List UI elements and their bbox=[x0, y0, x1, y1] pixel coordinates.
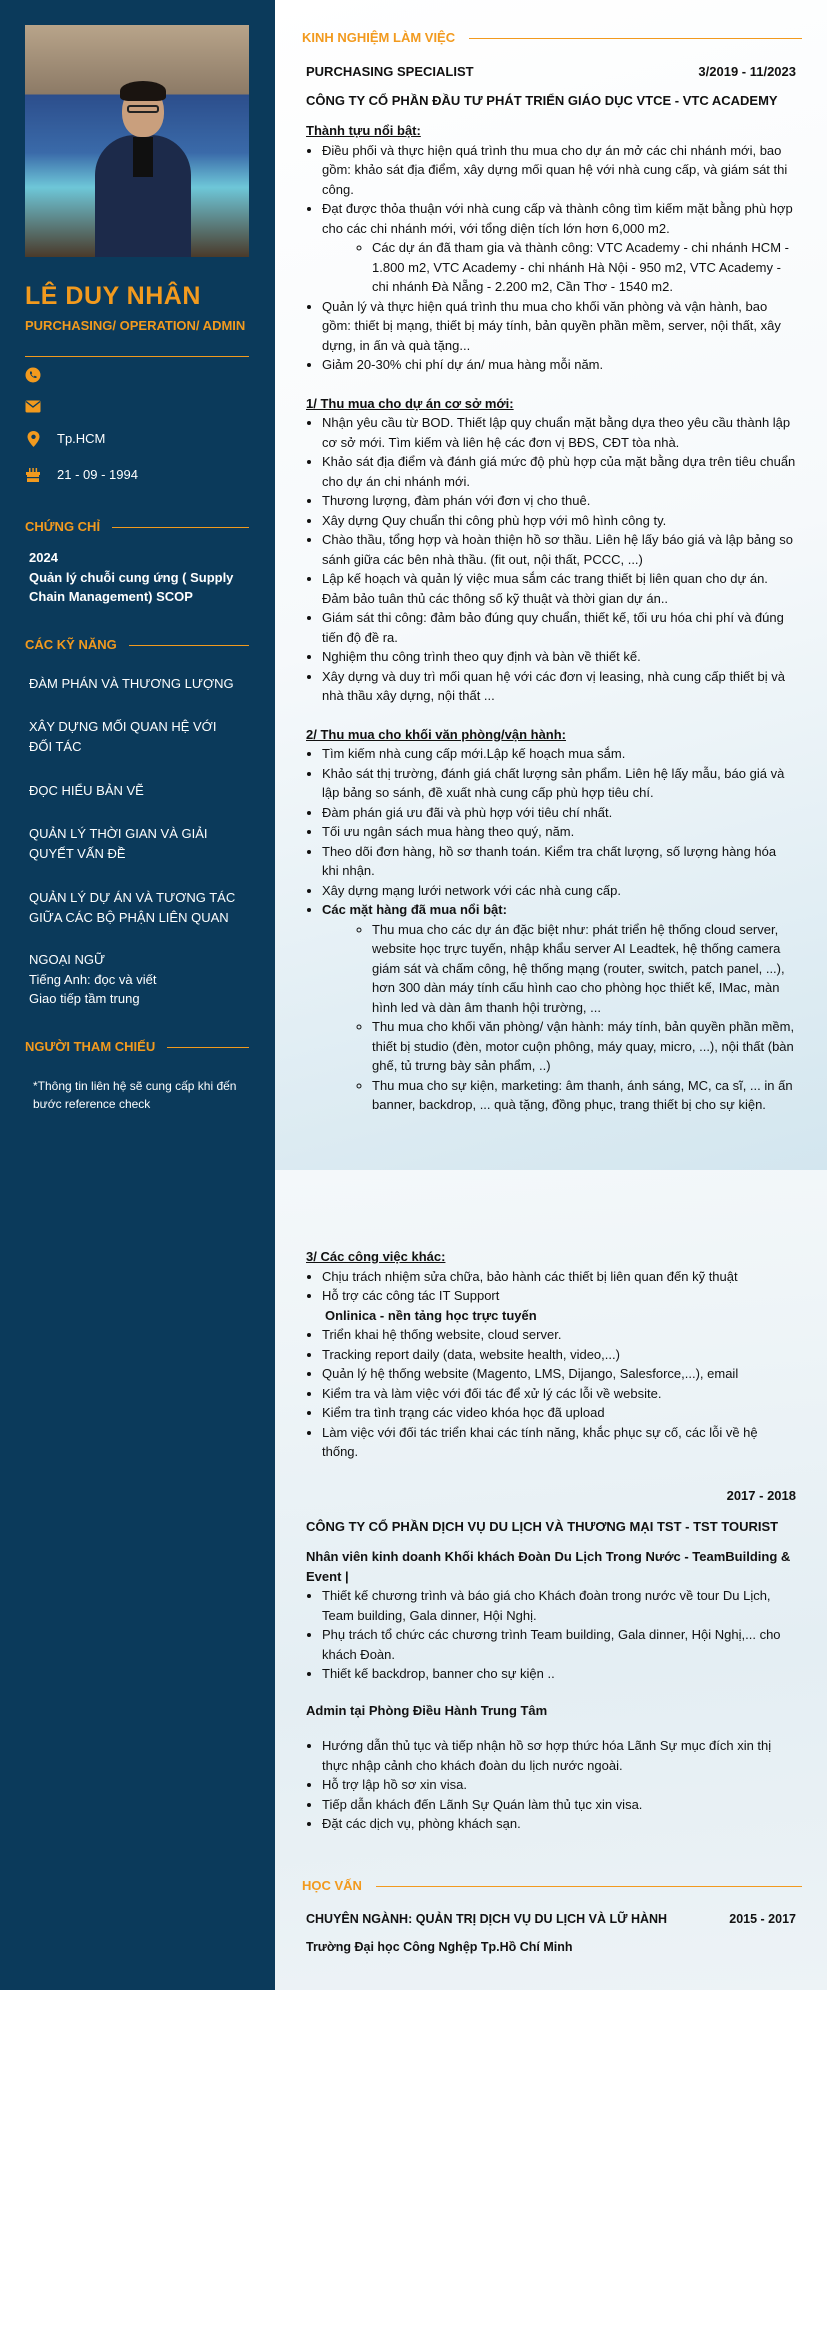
list-item: • Hỗ trợ lập hồ sơ xin visa. bbox=[322, 1775, 796, 1795]
job-title-row bbox=[306, 62, 796, 82]
list-item: ◦ Thu mua cho sự kiện, marketing: âm thanh, ánh sáng, MC, ca sĩ, ... in ấn banner, backdrop, ... quà tặng, đồng phục, trang thiết bị cho sự kiện. bbox=[372, 1076, 796, 1115]
list-item: • Nghiệm thu công trình theo quy định và bàn về thiết kế. bbox=[322, 647, 796, 667]
list-item: • Lập kế hoạch và quản lý việc mua sắm các trang thiết bị liên quan cho dự án. Đảm bảo tuân thủ các thông số kỹ thuật và thời gian dự án.. bbox=[322, 569, 796, 608]
contact-phone bbox=[25, 364, 57, 386]
job-period: 2017 - 2018 bbox=[726, 1488, 796, 1503]
job-2 bbox=[306, 1486, 796, 1834]
contact-birthday bbox=[25, 464, 138, 486]
job-period: 3/2019 - 11/2023 bbox=[698, 64, 796, 79]
certificate-name: Quản lý chuỗi cung ứng ( Supply Chain Management) SCOP bbox=[29, 569, 234, 604]
education-title-row bbox=[306, 1910, 796, 1929]
list-item: • Tìm kiếm nhà cung cấp mới.Lập kế hoạch mua sắm. bbox=[322, 744, 796, 764]
list-item: • Thương lượng, đàm phán với đơn vị cho thuê. bbox=[322, 491, 796, 511]
certificate-entry bbox=[29, 548, 249, 607]
language-level: Giao tiếp tầm trung bbox=[29, 991, 140, 1006]
highlights-heading: Thành tựu nổi bật: bbox=[306, 123, 421, 138]
new-branch-list bbox=[306, 413, 796, 706]
list-item: • Thiết kế chương trình và báo giá cho Khách đoàn trong nước về tour Du Lịch, Team building, Gala dinner, Hội Nghị. bbox=[322, 1586, 796, 1625]
references-note: *Thông tin liên hệ sẽ cung cấp khi đến bước reference check bbox=[33, 1079, 237, 1111]
list-item: • Chịu trách nhiệm sửa chữa, bảo hành các thiết bị liên quan đến kỹ thuật bbox=[322, 1267, 796, 1287]
section-heading: 3/ Các công việc khác: bbox=[306, 1249, 446, 1264]
office-purchasing-list bbox=[306, 744, 796, 1115]
education-major: CHUYÊN NGÀNH: QUẢN TRỊ DỊCH VỤ DU LỊCH VÀ LỮ HÀNH bbox=[306, 1912, 668, 1926]
list-item: • Giảm 20-30% chi phí dự án/ mua hàng mỗi năm. bbox=[322, 355, 796, 375]
main-content bbox=[275, 0, 827, 1990]
list-item: • Đàm phán giá ưu đãi và phù hợp với tiêu chí nhất. bbox=[322, 803, 796, 823]
highlights-list bbox=[306, 141, 796, 375]
list-item: • Hỗ trợ các công tác IT Support bbox=[322, 1286, 796, 1306]
list-item: • Khảo sát thị trường, đánh giá chất lượng sản phẩm. Liên hệ lấy mẫu, báo giá và lập bảng so sánh, đề xuất nhà cung cấp phù hợp tiêu chí. bbox=[322, 764, 796, 803]
role-2-list bbox=[306, 1736, 796, 1834]
list-item: ◦ Các dự án đã tham gia và thành công: VTC Academy - chi nhánh HCM - 1.800 m2, VTC Academy - chi nhánh Hà Nội - 950 m2, VTC Academy - chi nhánh Đà Nẵng - 2.200 m2, Cần Thơ - 1540 m2. bbox=[372, 238, 796, 297]
onlinica-heading: Onlinica - nền tảng học trực tuyến bbox=[325, 1307, 537, 1323]
list-item: • Kiểm tra và làm việc với đối tác để xử lý các lỗi về website. bbox=[322, 1384, 796, 1404]
language-heading: NGOẠI NGỮ bbox=[29, 952, 106, 967]
list-item: • Làm việc với đối tác triển khai các tính năng, khắc phục sự cố, các lỗi về hệ thống. bbox=[322, 1423, 796, 1462]
list-item: • Xây dựng Quy chuẩn thi công phù hợp với mô hình công ty. bbox=[322, 511, 796, 531]
role-1-list bbox=[306, 1586, 796, 1684]
contact-email bbox=[25, 395, 57, 417]
skill-item: XÂY DỰNG MỐI QUAN HỆ VỚI ĐỐI TÁC bbox=[29, 719, 217, 754]
job-title-row bbox=[306, 1486, 796, 1506]
references-heading: NGƯỜI THAM CHIẾU bbox=[25, 1037, 249, 1057]
profile-photo bbox=[25, 25, 249, 257]
list-item: • Điều phối và thực hiện quá trình thu mua cho dự án mở các chi nhánh mới, bao gồm: khảo sát địa điểm, xây dựng mối quan hệ với nhà cung cấp, và giám sát thi công. bbox=[322, 141, 796, 200]
list-item: ◦ Thu mua cho các dự án đặc biệt như: phát triển hệ thống cloud server, website học trực tuyến, nhập khẩu server AI Leadtek, hệ thống camera giám sát và chấm công, hệ thống mạng (router, switch, patch panel, ...), hơn 300 dàn máy tính cấu hình cao cho phòng học thiết kế, IMac, màn hình led và dàn âm thanh hội trường, ... bbox=[372, 920, 796, 1018]
education-school: Trường Đại học Công Nghệp Tp.Hồ Chí Minh bbox=[306, 1939, 573, 1954]
skills-heading: CÁC KỸ NĂNG bbox=[25, 635, 249, 655]
list-item: • Tiếp dẫn khách đến Lãnh Sự Quán làm thủ tục xin visa. bbox=[322, 1795, 796, 1815]
cake-icon bbox=[25, 467, 41, 483]
onlinica-list bbox=[306, 1325, 796, 1462]
list-item: • Xây dựng và duy trì mối quan hệ với các đơn vị leasing, nhà cung cấp thiết bị và nhà thầu xây dựng, nội thất ... bbox=[322, 667, 796, 706]
other-tasks-list bbox=[306, 1267, 796, 1306]
language-block bbox=[29, 950, 249, 1009]
section-heading: 2/ Thu mua cho khối văn phòng/vận hành: bbox=[306, 726, 567, 742]
birthdate-text: 21 - 09 - 1994 bbox=[57, 467, 138, 483]
list-item: • Hướng dẫn thủ tục và tiếp nhận hồ sơ hợp thức hóa Lãnh Sự mục đích xin thị thực nhập cảnh cho khách đoàn du lịch nước ngoài. bbox=[322, 1736, 796, 1775]
role-title: Admin tại Phòng Điều Hành Trung Tâm bbox=[306, 1702, 548, 1718]
job-title: PURCHASING SPECIALIST bbox=[306, 64, 474, 79]
list-item: • Giám sát thi công: đảm bảo đúng quy chuẩn, thiết kế, tối ưu hóa chi phí và đúng tiến độ đề ra. bbox=[322, 608, 796, 647]
list-item: • Tracking report daily (data, website health, video,...) bbox=[322, 1345, 796, 1365]
company-name: CÔNG TY CỔ PHẦN ĐẦU TƯ PHÁT TRIỂN GIÁO DỤC VTCE - VTC ACADEMY bbox=[306, 92, 778, 108]
skill-item: QUẢN LÝ DỰ ÁN VÀ TƯƠNG TÁC GIỮA CÁC BỘ PHẬN LIÊN QUAN bbox=[29, 890, 236, 925]
role-title: Nhân viên kinh doanh Khối khách Đoàn Du Lịch Trong Nước - TeamBuilding & Event | bbox=[306, 1549, 791, 1584]
list-item: • Khảo sát địa điểm và đánh giá mức độ phù hợp của mặt bằng dựa trên tiêu chuẩn cho dự án chi nhánh mới. bbox=[322, 452, 796, 491]
language-detail: Tiếng Anh: đọc và viết bbox=[29, 971, 157, 987]
job-1-continued bbox=[306, 1247, 796, 1462]
list-item: • Đạt được thỏa thuận với nhà cung cấp và thành công tìm kiếm mặt bằng phù hợp cho các chi nhánh mới, với tổng diện tích lớn hơn 6,000 m2. ◦ Các dự án đã tham gia và thành công: VTC Academy - chi nhánh HCM - 1.800 m2, VTC Academy - chi nhánh Hà Nội - 950 m2, VTC Academy - chi nhánh Đà Nẵng - 2.200 m2, Cần Thơ - 1540 m2. bbox=[322, 199, 796, 297]
job-1 bbox=[306, 62, 796, 1115]
list-item: • Phụ trách tổ chức các chương trình Team building, Gala dinner, Hội Nghị,... cho khách Đoàn. bbox=[322, 1625, 796, 1664]
company-name: CÔNG TY CỔ PHẦN DỊCH VỤ DU LỊCH VÀ THƯƠNG MẠI TST - TST TOURIST bbox=[306, 1518, 779, 1534]
list-item: • Các mặt hàng đã mua nổi bật: ◦ Thu mua cho các dự án đặc biệt như: phát triển hệ thống cloud server, website học trực tuyến, nhập khẩu server AI Leadtek, hệ thống camera giám sát và chấm công, hệ thống mạng (router, switch, patch panel, ...), hơn 300 dàn máy tính cấu hình cao cho phòng học thiết kế, IMac, màn hình led và dàn âm thanh hội trường, ... ◦ Thu mua cho khối văn phòng/ vận hành: máy tính, bản quyền phần mềm, thiết bị studio (đèn, motor cuộn phông, máy quay, micro, ...), nội thất (bàn ghế, tủ trưng bày sản phẩm, ..) ◦ Thu mua cho sự kiện, marketing: âm thanh, ánh sáng, MC, ca sĩ, ... in ấn banner, backdrop, ... quà tặng, đồng phục, trang thiết bị cho sự kiện. bbox=[322, 900, 796, 1115]
contact-location bbox=[25, 428, 105, 450]
section-heading: 1/ Thu mua cho dự án cơ sở mới: bbox=[306, 395, 514, 411]
list-item: • Quản lý và thực hiện quá trình thu mua cho khối văn phòng và vận hành, bao gồm: thiết bị mạng, thiết bị máy tính, bản quyền phần mềm, server, nội thất, xây dựng, in ấn và quà tặng... bbox=[322, 297, 796, 356]
list-item: • Thiết kế backdrop, banner cho sự kiện .. bbox=[322, 1664, 796, 1684]
list-item: • Theo dõi đơn hàng, hồ sơ thanh toán. Kiểm tra chất lượng, số lượng hàng hóa khi nhận. bbox=[322, 842, 796, 881]
sidebar bbox=[0, 0, 275, 1990]
list-item: • Quản lý hệ thống website (Magento, LMS, Dijango, Salesforce,...), email bbox=[322, 1364, 796, 1384]
list-item: • Xây dựng mạng lưới network với các nhà cung cấp. bbox=[322, 881, 796, 901]
list-item: ◦ Thu mua cho khối văn phòng/ vận hành: máy tính, bản quyền phần mềm, thiết bị studio (đèn, motor cuộn phông, máy quay, micro, ...), nội thất (bàn ghế, tủ trưng bày sản phẩm, ..) bbox=[372, 1017, 796, 1076]
location-text: Tp.HCM bbox=[57, 431, 106, 447]
list-item: • Chào thầu, tổng hợp và hoàn thiện hồ sơ thầu. Liên hệ lấy báo giá và lập bảng so sánh giữa các bên nhà thầu. (fit out, nội thất, PCCC, ...) bbox=[322, 530, 796, 569]
list-item: • Tối ưu ngân sách mua hàng theo quý, năm. bbox=[322, 822, 796, 842]
skill-item: ĐỌC HIỂU BẢN VẼ bbox=[29, 783, 144, 798]
education-heading: HỌC VẤN bbox=[302, 1876, 802, 1896]
certificates-heading: CHỨNG CHỈ bbox=[25, 517, 249, 537]
certificate-year: 2024 bbox=[29, 550, 58, 565]
map-pin-icon bbox=[25, 431, 41, 447]
profile-name: LÊ DUY NHÂN bbox=[25, 282, 201, 310]
profile-title: PURCHASING/ OPERATION/ ADMIN bbox=[25, 318, 246, 333]
phone-icon bbox=[25, 367, 41, 383]
skill-item: QUẢN LÝ THỜI GIAN VÀ GIẢI QUYẾT VẤN ĐỀ bbox=[29, 826, 208, 861]
education-period: 2015 - 2017 bbox=[729, 1912, 796, 1926]
divider bbox=[25, 356, 249, 357]
list-item: • Nhận yêu cầu từ BOD. Thiết lập quy chuẩn mặt bằng dựa theo yêu cầu thành lập cơ sở mới. Tìm kiếm và liên hệ các đơn vị BĐS, CĐT tòa nhà. bbox=[322, 413, 796, 452]
experience-heading: KINH NGHIỆM LÀM VIỆC bbox=[302, 28, 802, 48]
skill-item: ĐÀM PHÁN VÀ THƯƠNG LƯỢNG bbox=[29, 676, 234, 691]
list-item: • Đặt các dịch vụ, phòng khách sạn. bbox=[322, 1814, 796, 1834]
list-item: • Triển khai hệ thống website, cloud server. bbox=[322, 1325, 796, 1345]
education-entry bbox=[306, 1910, 796, 1957]
list-item: • Kiểm tra tình trạng các video khóa học đã upload bbox=[322, 1403, 796, 1423]
envelope-icon bbox=[25, 398, 41, 414]
